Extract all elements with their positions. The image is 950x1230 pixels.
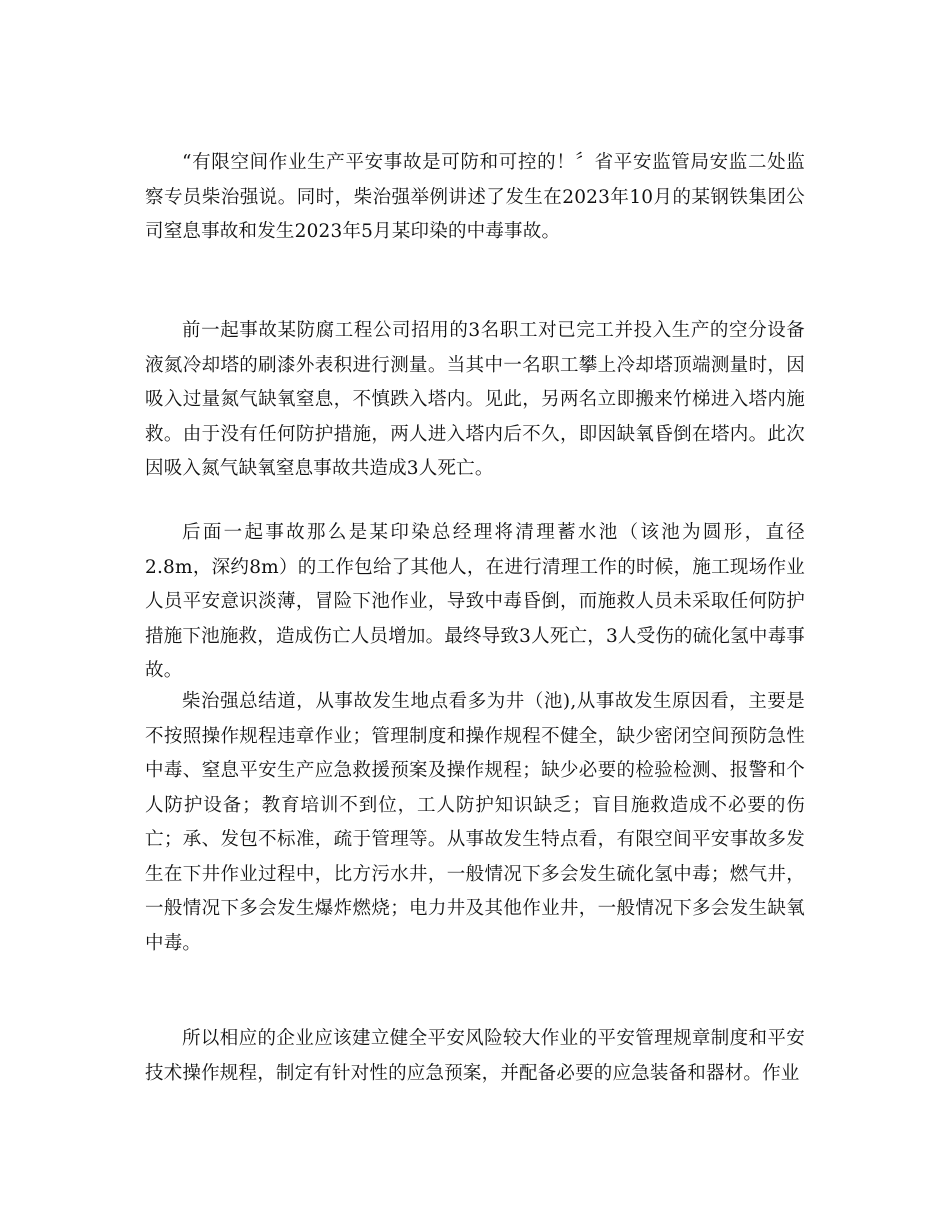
paragraph-1: “有限空间作业生产平安事故是可防和可控的！〞省平安监管局安监二处监察专员柴治强说。同时，柴治强举例讲述了发生在2023年10月的某钢铁集团公司窒息事故和发生2023年5月某印染的中毒事故。 [145, 152, 805, 242]
paragraph-4: 柴治强总结道，从事故发生地点看多为井（池),从事故发生原因看，主要是不按照操作规程违章作业；管理制度和操作规程不健全，缺少密闭空间预防急性中毒、窒息平安生产应急救援预案及操作规程；缺少必要的检验检测、报警和个人防护设备；教育培训不到位，工人防护知识缺乏；盲目施救造成不必要的伤亡；承、发包不标准，疏于管理等。从事故发生特点看，有限空间平安事故多发生在下井作业过程中，比方污水井，一般情况下多会发生硫化氢中毒；燃气井，一般情况下多会发生爆炸燃烧；电力井及其他作业井，一般情况下多会发生缺氧中毒。 [145, 691, 805, 954]
paragraph-5: 所以相应的企业应该建立健全平安风险较大作业的平安管理规章制度和平安技术操作规程，制定有针对性的应急预案，并配备必要的应急装备和器材。作业 [145, 1028, 805, 1084]
paragraph-3: 后面一起事故那么是某印染总经理将清理蓄水池（该池为圆形，直径2.8m，深约8m）的工作包给了其他人，在进行清理工作的时候，施工现场作业人员平安意识淡薄，冒险下池作业，导致中毒昏倒，而施救人员未采取任何防护措施下池施救，造成伤亡人员增加。最终导致3人死亡，3人受伤的硫化氢中毒事故。 [145, 522, 805, 681]
paragraph-2: 前一起事故某防腐工程公司招用的3名职工对已完工并投入生产的空分设备液氮冷却塔的刷漆外表积进行测量。当其中一名职工攀上冷却塔顶端测量时，因吸入过量氮气缺氧窒息，不慎跌入塔内。见此，另两名立即搬来竹梯进入塔内施救。由于没有任何防护措施，两人进入塔内后不久，即因缺氧昏倒在塔内。此次因吸入氮气缺氧窒息事故共造成3人死亡。 [145, 320, 805, 479]
